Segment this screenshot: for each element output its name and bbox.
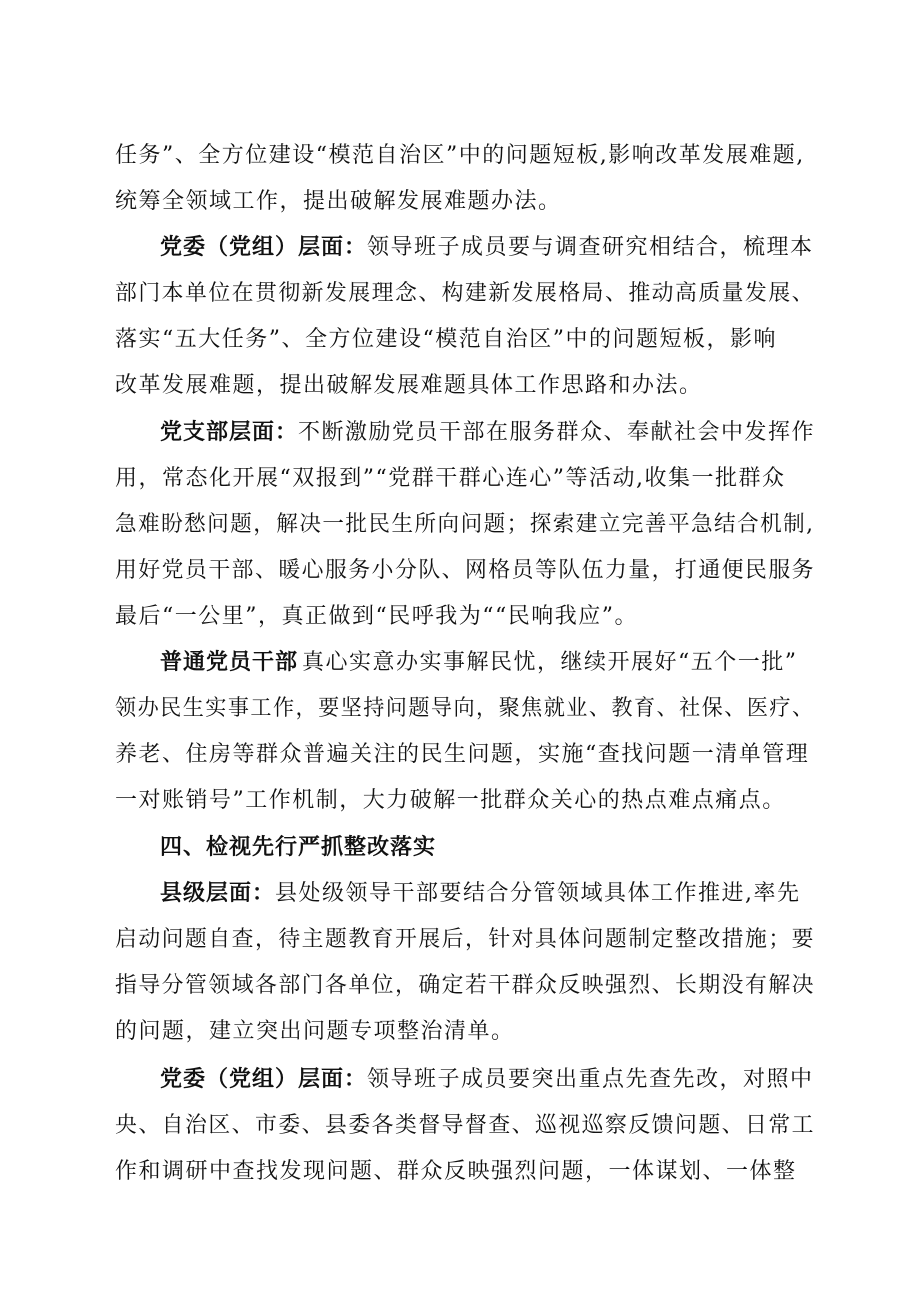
paragraph-line xyxy=(115,1012,515,1052)
paragraph-line xyxy=(115,1106,815,1146)
line-text: 养老、住房等群众普遍关注的民生问题，实施“查找问题一清单管理 xyxy=(115,742,810,767)
line-text: 统筹全领域工作，提出破解发展难题办法。 xyxy=(115,189,562,214)
line-text: 领导班子成员要突出重点先查先改，对照中 xyxy=(367,1067,814,1092)
paragraph-line xyxy=(115,597,638,637)
line-text: 用好党员干部、暖心服务小分队、网格员等队伍力量，打通便民服务 xyxy=(115,558,816,583)
line-text: 急难盼愁问题，解决一批民生所向问题；探索建立完善平急结合机制, xyxy=(115,512,815,537)
line-text: 启动问题自查，待主题教育开展后，针对具体问题制定整改措施；要 xyxy=(115,927,816,952)
line-text: 最后“一公里”，真正做到“民呼我为““民响我应”。 xyxy=(115,604,638,629)
paragraph-line xyxy=(115,920,815,960)
paragraph-line xyxy=(115,366,703,406)
paragraph-line xyxy=(160,643,798,683)
line-text: 不断激励党员干部在服务群众、奉献社会中发挥作 xyxy=(298,420,816,445)
line-text: 指导分管领域各部门各单位，确定若干群众反映强烈、长期没有解决 xyxy=(115,973,816,998)
line-text: 领导班子成员要与调查研究相结合，梳理本 xyxy=(367,235,814,260)
paragraph-lead: 党支部层面： xyxy=(160,420,299,445)
paragraph-lead: 党委（党组）层面： xyxy=(160,1067,368,1092)
line-text: 县处级领导干部要结合分管领域具体工作推进,率先 xyxy=(275,881,801,906)
paragraph-line xyxy=(160,413,815,453)
paragraph-line xyxy=(115,505,815,545)
line-text: 作和调研中查找发现问题、群众反映强烈问题，一体谋划、一体整 xyxy=(115,1159,797,1184)
paragraph-line xyxy=(115,136,805,176)
paragraph-lead: 普通党员干部 xyxy=(160,650,299,675)
paragraph-line xyxy=(160,874,801,914)
paragraph-line xyxy=(115,735,809,775)
paragraph-line xyxy=(160,828,436,868)
paragraph-lead: 党委（党组）层面： xyxy=(160,235,368,260)
line-text: 落实“五大任务”、全方位建设“模范自治区”中的问题短板，影响 xyxy=(115,327,777,352)
paragraph-line xyxy=(115,1152,797,1192)
line-text: 部门本单位在贯彻新发展理念、构建新发展格局、推动高质量发展、 xyxy=(115,281,816,306)
line-text: 改革发展难题，提出破解发展难题具体工作思路和办法。 xyxy=(115,373,703,398)
paragraph-line xyxy=(115,689,815,729)
paragraph-line xyxy=(115,320,777,360)
paragraph-line xyxy=(115,781,786,821)
line-text: 一对账销号”工作机制，大力破解一批群众关心的热点难点痛点。 xyxy=(115,788,786,813)
line-text: 用，常态化开展“双报到”“党群干群心连心”等活动,收集一批群众 xyxy=(115,466,786,491)
paragraph-line xyxy=(115,459,785,499)
paragraph-line xyxy=(115,182,562,222)
section-heading-text: 四、检视先行严抓整改落实 xyxy=(160,835,437,860)
paragraph-line xyxy=(160,228,814,268)
paragraph-line xyxy=(115,274,815,314)
line-text: 真心实意办实事解民忧，继续开展好“五个一批” xyxy=(302,650,798,675)
paragraph-line xyxy=(115,551,815,591)
line-text: 央、自治区、市委、县委各类督导督查、巡视巡察反馈问题、日常工 xyxy=(115,1113,816,1138)
line-text: 的问题，建立突出问题专项整治清单。 xyxy=(115,1019,515,1044)
line-text: 任务”、全方位建设“模范自治区”中的问题短板,影响改革发展难题, xyxy=(115,143,805,168)
line-text: 领办民生实事工作，要坚持问题导向，聚焦就业、教育、社保、医疗、 xyxy=(115,696,815,721)
paragraph-line xyxy=(160,1060,814,1100)
paragraph-line xyxy=(115,966,815,1006)
paragraph-lead: 县级层面： xyxy=(160,881,276,906)
